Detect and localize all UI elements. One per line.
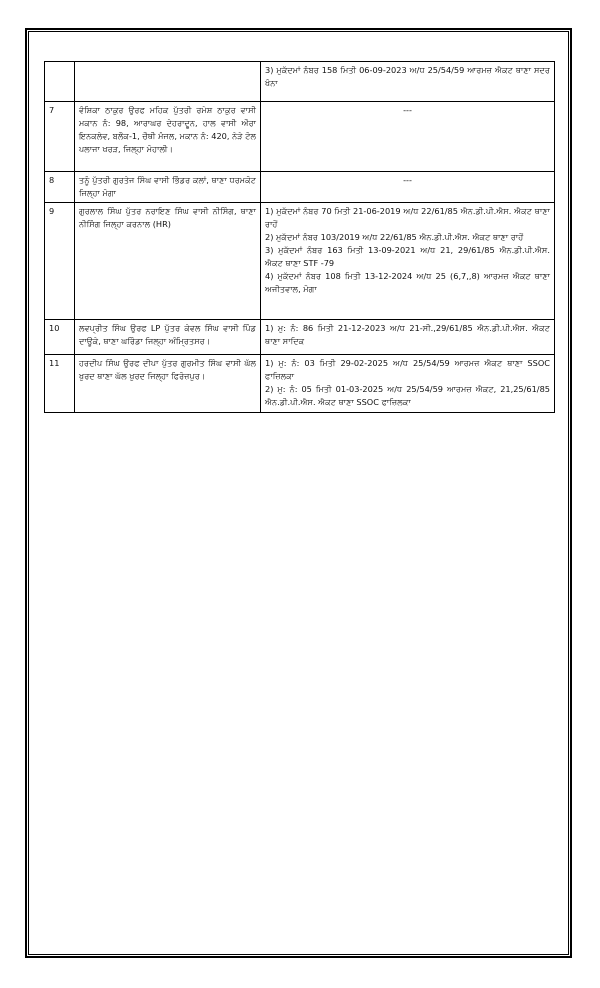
cases-cell <box>261 355 555 413</box>
name-cell: ਗੁਰਲਾਲ ਸਿੰਘ ਪੁੱਤਰ ਨਰਾਇਣ ਸਿੰਘ ਵਾਸੀ ਨੀਸਿੰਗ, ਥਾਣਾ ਨੀਸਿੰਗ ਜਿਲ੍ਹਾ ਕਰਨਾਲ (HR) <box>75 203 261 320</box>
table-row <box>45 355 555 413</box>
case-entry: 1) ਮੁਕੱਦਮਾਂ ਨੰਬਰ 70 ਮਿਤੀ 21-06-2019 ਅ/ਧ 22/61/85 ਐਨ.ਡੀ.ਪੀ.ਐਸ. ਐਕਟ ਥਾਣਾ ਰਾਹੋਂ <box>265 206 550 229</box>
serial-cell: 7 <box>45 102 75 172</box>
name-cell: ਤਨੂੰ ਪੁੱਤਰੀ ਗੁਰਤੇਜ ਸਿੰਘ ਵਾਸੀ ਭਿੰਡਰ ਕਲਾਂ, ਥਾਣਾ ਧਰਮਕੋਟ ਜਿਲ੍ਹਾ ਮੋਗਾ <box>75 172 261 203</box>
case-entry: 1) ਮੁ: ਨੰ: 86 ਮਿਤੀ 21-12-2023 ਅ/ਧ 21-ਸੀ.,29/61/85 ਐਨ.ਡੀ.ਪੀ.ਐਸ. ਐਕਟ ਥਾਣਾ ਸਾਦਿਕ <box>265 323 550 346</box>
table-row <box>45 203 555 320</box>
cases-cell <box>261 203 555 320</box>
case-entry: 2) ਮੁ: ਨੰ: 05 ਮਿਤੀ 01-03-2025 ਅ/ਧ 25/54/59 ਆਰਮਜ਼ ਐਕਟ, 21,25/61/85 ਐਨ.ਡੀ.ਪੀ.ਐਸ. ਐਕਟ ਥਾਣਾ SSOC ਫਾਜ਼ਿਲਕਾ <box>265 384 550 407</box>
records-table <box>44 61 555 413</box>
cases-cell <box>261 320 555 355</box>
no-case-dash: --- <box>403 175 412 185</box>
name-cell: ਵੰਸ਼ਿਕਾ ਠਾਕੁਰ ਉਰਫ ਮਹਿਕ ਪੁੱਤਰੀ ਰਮੇਸ਼ ਠਾਕੁਰ ਵਾਸੀ ਮਕਾਨ ਨੰ: 98, ਆਰਾਘਰ ਦੇਹਰਾਦੂਨ, ਹਾਲ ਵਾਸੀ ਔਰਾ ਇਨਕਲੇਵ, ਬਲੌਕ-1, ਚੌਥੀ ਮੰਜਲ, ਮਕਾਨ ਨੰ: 420, ਨੇੜੇ ਟੋਲ ਪਲਾਜਾ ਖਰੜ, ਜਿਲ੍ਹਾ ਮੋਹਾਲੀ। <box>75 102 261 172</box>
table-row <box>45 172 555 203</box>
cases-cell <box>261 62 555 102</box>
name-cell: ਲਵਪ੍ਰੀਤ ਸਿੰਘ ਉਰਫ LP ਪੁੱਤਰ ਕੇਵਲ ਸਿੰਘ ਵਾਸੀ ਪਿੰਡ ਦਾਊਕੇ, ਥਾਣਾ ਘਰਿੰਡਾ ਜਿਲ੍ਹਾ ਅੰਮ੍ਰਿਤਸਰ। <box>75 320 261 355</box>
serial-cell: 11 <box>45 355 75 413</box>
case-entry: 3) ਮੁਕੱਦਮਾਂ ਨੰਬਰ 163 ਮਿਤੀ 13-09-2021 ਅ/ਧ 21, 29/61/85 ਐਨ.ਡੀ.ਪੀ.ਐਸ. ਐਕਟ ਥਾਣਾ STF -79 <box>265 245 550 268</box>
case-entry: 4) ਮੁਕੱਦਮਾਂ ਨੰਬਰ 108 ਮਿਤੀ 13-12-2024 ਅ/ਧ 25 (6,7,,8) ਆਰਮਜ਼ ਐਕਟ ਥਾਣਾ ਅਜੀਤਵਾਲ, ਮੋਗਾ <box>265 271 550 294</box>
table-row <box>45 320 555 355</box>
serial-cell: 10 <box>45 320 75 355</box>
cases-cell <box>261 172 555 203</box>
table-row <box>45 62 555 102</box>
case-entry: 3) ਮੁਕੱਦਮਾਂ ਨੰਬਰ 158 ਮਿਤੀ 06-09-2023 ਅ/ਧ 25/54/59 ਆਰਮਜ਼ ਐਕਟ ਥਾਣਾ ਸਦਰ ਖੰਨਾ <box>265 65 550 88</box>
serial-cell: 9 <box>45 203 75 320</box>
no-case-dash: --- <box>403 105 412 115</box>
serial-cell <box>45 62 75 102</box>
case-entry: 2) ਮੁਕੱਦਮਾਂ ਨੰਬਰ 103/2019 ਅ/ਧ 22/61/85 ਐਨ.ਡੀ.ਪੀ.ਐਸ. ਐਕਟ ਥਾਣਾ ਰਾਹੋਂ <box>265 232 524 242</box>
cases-cell <box>261 102 555 172</box>
name-cell: ਹਰਦੀਪ ਸਿੰਘ ਉਰਫ ਦੀਪਾ ਪੁੱਤਰ ਗੁਰਮੀਤ ਸਿੰਘ ਵਾਸੀ ਘੱਲ ਖੁਰਦ ਥਾਣਾ ਘੱਲ ਖੁਰਦ ਜਿਲ੍ਹਾ ਫਿਰੋਜ਼ਪੁਰ। <box>75 355 261 413</box>
serial-cell: 8 <box>45 172 75 203</box>
name-cell <box>75 62 261 102</box>
case-entry: 1) ਮੁ: ਨੰ: 03 ਮਿਤੀ 29-02-2025 ਅ/ਧ 25/54/59 ਆਰਮਜ਼ ਐਕਟ ਥਾਣਾ SSOC ਫਾਜ਼ਿਲਕਾ <box>265 358 550 381</box>
table-row <box>45 102 555 172</box>
